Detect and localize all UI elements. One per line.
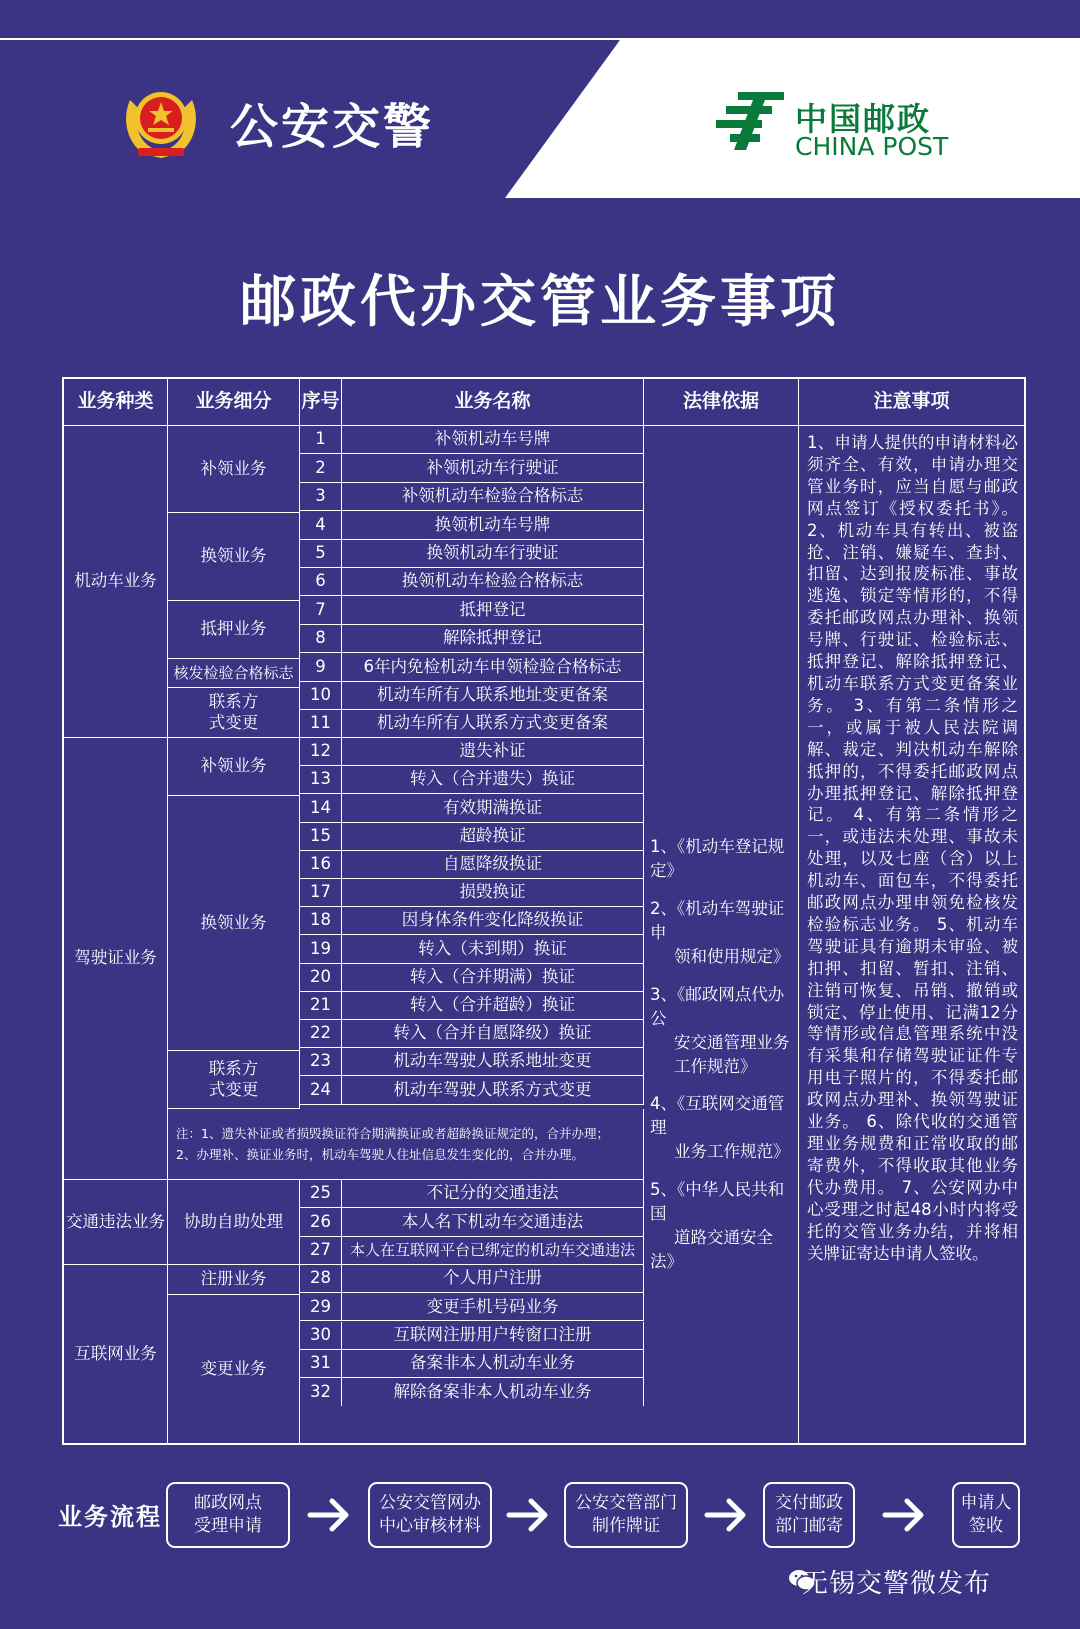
service-name: 损毁换证: [342, 879, 644, 907]
column-header: 业务名称: [342, 379, 644, 426]
row-number: 14: [300, 794, 342, 822]
column-header: 业务种类: [64, 379, 168, 426]
note-line: 注：1、遗失补证或者损毁换证符合期满换证或者超龄换证规定的，合并办理；: [176, 1125, 609, 1141]
flow-arrow-icon: [879, 1495, 929, 1535]
service-name: 个人用户注册: [342, 1265, 644, 1293]
row-number: 17: [300, 879, 342, 907]
subcategory-cell: 联系方式变更: [168, 688, 300, 738]
legal-basis-item: 3、《邮政网点代办公: [650, 984, 785, 1028]
subcategory-cell: 抵押业务: [168, 601, 300, 659]
service-name: 转入（合并自愿降级）换证: [342, 1020, 644, 1048]
service-name: 转入（未到期）换证: [342, 935, 644, 963]
service-name: 超龄换证: [342, 823, 644, 851]
row-number: 9: [300, 653, 342, 681]
service-name: 备案非本人机动车业务: [342, 1350, 644, 1378]
row-number: 20: [300, 964, 342, 992]
row-number: 5: [300, 540, 342, 568]
subcategory-cell: 换领业务: [168, 796, 300, 1051]
legal-basis-item: 2、《机动车驾驶证申: [650, 898, 785, 942]
row-number: 15: [300, 823, 342, 851]
service-name: 补领机动车行驶证: [342, 454, 644, 482]
service-name: 变更手机号码业务: [342, 1293, 644, 1321]
service-name: 不记分的交通违法: [342, 1180, 644, 1208]
service-name: 转入（合并遗失）换证: [342, 766, 644, 794]
row-number: 7: [300, 596, 342, 624]
flow-arrow-icon: [701, 1495, 751, 1535]
column-header: 法律依据: [644, 379, 799, 426]
flow-step-line: 中心审核材料: [379, 1516, 481, 1536]
row-number: 22: [300, 1020, 342, 1048]
column-header: 业务细分: [168, 379, 300, 426]
service-name: 补领机动车号牌: [342, 426, 644, 454]
flow-step-line: 公安交管部门: [575, 1493, 677, 1514]
row-number: 21: [300, 992, 342, 1020]
row-number: 32: [300, 1378, 342, 1406]
flow-step-line: 制作牌证: [592, 1516, 660, 1536]
row-number: 24: [300, 1076, 342, 1104]
flow-step-line: 受理申请: [194, 1516, 262, 1536]
flow-step: [368, 1482, 492, 1548]
legal-basis-item: 道路交通安全法》: [650, 1228, 773, 1271]
legal-basis-item: 领和使用规定》: [674, 946, 790, 966]
service-name: 换领机动车行驶证: [342, 540, 644, 568]
subcategory-cell: 联系方式变更: [168, 1051, 300, 1109]
flow-step: [952, 1482, 1020, 1548]
source-credit: 无锡交警微发布: [802, 1569, 992, 1599]
row-number: 26: [300, 1208, 342, 1236]
flow-step-line: 交付邮政: [775, 1493, 843, 1514]
service-name: 自愿降级换证: [342, 851, 644, 879]
flow-step: [564, 1482, 688, 1548]
row-number: 8: [300, 625, 342, 653]
flow-arrow-icon: [304, 1495, 354, 1535]
note-line: 2、办理补、换证业务时，机动车驾驶人住址信息发生变化的，合并办理。: [176, 1147, 584, 1162]
row-number: 4: [300, 511, 342, 539]
service-name: 机动车驾驶人联系方式变更: [342, 1076, 644, 1104]
row-number: 11: [300, 710, 342, 738]
table-note: [168, 1109, 644, 1180]
service-name: 转入（合并超龄）换证: [342, 992, 644, 1020]
row-number: 2: [300, 454, 342, 482]
china-post-name-en: CHINA POST: [795, 132, 949, 161]
flow-step: [166, 1482, 290, 1548]
legal-basis-item: 安交通管理业务: [674, 1032, 790, 1052]
row-number: 3: [300, 483, 342, 511]
service-name: 因身体条件变化降级换证: [342, 907, 644, 935]
subcategory-cell: 换领业务: [168, 513, 300, 601]
flow-step-line: 申请人: [960, 1493, 1012, 1514]
police-title: 公安交警: [230, 99, 435, 155]
row-number: 19: [300, 935, 342, 963]
row-number: 12: [300, 738, 342, 766]
row-number: 23: [300, 1048, 342, 1076]
category-license: 驾驶证业务: [64, 738, 168, 1180]
row-number: 13: [300, 766, 342, 794]
category-violation: 交通违法业务: [64, 1180, 168, 1265]
flow-step-line: 公安交管网办: [379, 1493, 481, 1514]
row-number: 31: [300, 1350, 342, 1378]
row-number: 16: [300, 851, 342, 879]
service-name: 本人在互联网平台已绑定的机动车交通违法: [342, 1237, 644, 1265]
service-name: 有效期满换证: [342, 794, 644, 822]
row-number: 10: [300, 682, 342, 710]
flow-label: 业务流程: [58, 1503, 162, 1531]
service-name: 抵押登记: [342, 596, 644, 624]
row-number: 18: [300, 907, 342, 935]
legal-basis: [644, 426, 799, 1443]
subcategory-cell: 变更业务: [168, 1295, 300, 1443]
column-header: 序号: [300, 379, 342, 426]
legal-basis-item: 5、《中华人民共和国: [650, 1180, 785, 1224]
flow-step-line: 签收: [969, 1516, 1003, 1536]
row-number: 1: [300, 426, 342, 454]
flow-arrow-icon: [503, 1495, 553, 1535]
notice-text: 1、申请人提供的申请材料必须齐全、有效，申请办理交管业务时，应当自愿与邮政网点签订《授权委托书》。 2、机动车具有转出、被盗抢、注销、嫌疑车、查封、扣留、达到报废标准、事故逃逸、锁定等情形的，不得委托邮政网点办理补、换领号牌、行驶证、检验标志、抵押登记、解除抵押登记、机动车联系方式变更备案业务。 3、有第二条情形之一，或属于被人民法院调解、裁定、判决机动车解除抵押的，不得委托邮政网点办理抵押登记、解除抵押登记。 4、有第二条情形之一，或违法未处理、事故未处理，以及七座（含）以上机动车、面包车，不得委托邮政网点办理申领免检核发检验标志业务。 5、机动车驾驶证具有逾期未审验、被扣押、扣留、暂扣、注销、注销可恢复、吊销、撤销或锁定、停止使用、记满12分等情形或信息管理系统中没有采集和存储驾驶证证件专用电子照片的，不得委托邮政网点办理补、换领驾驶证业务。 6、除代收的交通管理业务规费和正常收取的邮寄费外，不得收取其他业务代办费用。 7、公安网办中心受理之时起48小时内将受托的交管业务办结，并将相关牌证寄达申请人签收。: [807, 433, 1018, 1263]
china-post-logo-icon: [716, 88, 788, 152]
service-name: 本人名下机动车交通违法: [342, 1208, 644, 1236]
category-vehicle: 机动车业务: [64, 426, 168, 738]
service-name: 解除抵押登记: [342, 625, 644, 653]
flow-step-line: 邮政网点: [194, 1493, 262, 1514]
service-name: 转入（合并期满）换证: [342, 964, 644, 992]
page-title: 邮政代办交管业务事项: [240, 270, 840, 335]
service-name: 补领机动车检验合格标志: [342, 483, 644, 511]
row-number: 27: [300, 1237, 342, 1265]
service-name: 机动车驾驶人联系地址变更: [342, 1048, 644, 1076]
column-header: 注意事项: [799, 379, 1024, 426]
legal-basis-item: 工作规范》: [674, 1056, 757, 1076]
subcategory-cell: 补领业务: [168, 426, 300, 513]
row-number: 25: [300, 1180, 342, 1208]
service-name: 换领机动车号牌: [342, 511, 644, 539]
flow-step: [763, 1482, 855, 1548]
row-number: 6: [300, 568, 342, 596]
legal-basis-item: 4、《互联网交通管理: [650, 1094, 785, 1138]
row-number: 30: [300, 1322, 342, 1350]
flow-step-line: 部门邮寄: [775, 1516, 843, 1536]
subcategory-cell: 核发检验合格标志: [168, 659, 300, 688]
china-post-name-cn: 中国邮政: [795, 100, 932, 138]
row-number: 28: [300, 1265, 342, 1293]
service-name: 机动车所有人联系地址变更备案: [342, 682, 644, 710]
service-name: 6年内免检机动车申领检验合格标志: [342, 653, 644, 681]
category-internet: 互联网业务: [64, 1265, 168, 1443]
service-name: 换领机动车检验合格标志: [342, 568, 644, 596]
legal-basis-item: 业务工作规范》: [674, 1142, 790, 1162]
subcategory-cell: 注册业务: [168, 1265, 300, 1295]
subcategory-cell: 协助自助处理: [168, 1180, 300, 1265]
row-number: 29: [300, 1293, 342, 1321]
legal-basis-item: 1、《机动车登记规定》: [650, 837, 785, 881]
service-name: 机动车所有人联系方式变更备案: [342, 710, 644, 738]
service-name: 遗失补证: [342, 738, 644, 766]
services-table: [62, 377, 1026, 1445]
police-emblem-icon: [118, 78, 204, 162]
service-name: 解除备案非本人机动车业务: [342, 1378, 644, 1406]
service-name: 互联网注册用户转窗口注册: [342, 1322, 644, 1350]
subcategory-cell: 补领业务: [168, 738, 300, 796]
